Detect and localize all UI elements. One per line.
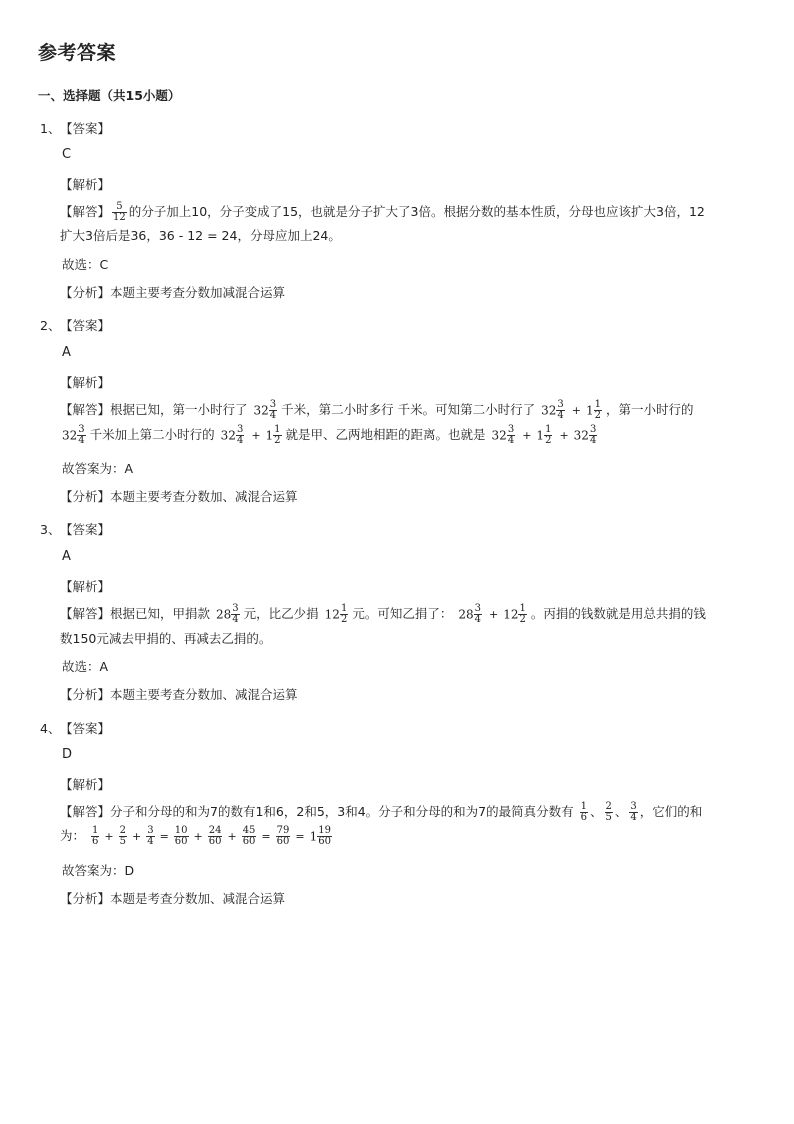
plus-sign: + [131,830,142,843]
fenxi-text: 本题是考查分数加、减混合运算 [110,891,286,906]
solution-text: 千米，第二小时多行 千米。可知第二小时行了 [281,402,536,417]
mixed-number: 28 $\frac{3}{4}$ [458,603,481,625]
fenxi-text: 本题主要考查分数加减混合运算 [110,285,286,300]
solution-text: 的分子加上10，分子变成了15，也就是分子扩大了3倍。根据分数的基本性质，分母也应该扩大3倍，12扩大3倍后是36，36 - 12 = 24，分母应加上24。 [60,204,705,243]
plus-sign: + [227,830,237,843]
conclusion: 故选：A [62,659,109,674]
conclusion: 故选：C [62,257,109,272]
solution-text: 元。可知乙捐了： [352,606,453,621]
section-title: 一、选择题（共15小题） [38,88,181,103]
fenxi [60,487,298,505]
solution-text: 就是甲、乙两地相距的距离。也就是 [285,427,486,442]
question-number: 4、 [40,721,61,736]
plus-sign: + [522,429,532,442]
page-title: 参考答案 [38,42,117,64]
fenxi [60,685,298,703]
analysis-heading: 【解析】 [60,177,111,192]
solution-tag: 【解答】 [60,606,111,621]
solution-paragraph [60,398,715,448]
fraction: $\frac{79}{60}$ [276,825,290,847]
dun-mark: 、 [590,804,603,819]
answer-choice: C [62,147,72,162]
plus-sign: + [104,830,114,843]
answer-tag: 【答案】 [60,121,111,136]
fraction: $\frac{45}{60}$ [242,825,256,847]
solution-text: ，第一小时行的 [606,402,694,417]
fraction: $\frac{2}{5}$ [119,825,126,847]
solution-tag: 【解答】 [60,804,111,819]
solution-text: 分子和分母的和为7的数有1和6，2和5，3和4。分子和分母的和为7的最简真分数有 [110,804,574,819]
answer-tag: 【答案】 [60,721,111,736]
answer-choice: D [62,747,73,762]
question-number: 2、 [40,318,61,333]
plus-sign: + [251,429,261,442]
solution-tag: 【解答】 [60,204,111,219]
fraction: $\frac{1}{6}$ [580,801,587,823]
answer-tag: 【答案】 [60,522,111,537]
mixed-number: 1 $\frac{1}{2}$ [265,424,281,446]
solution-text: 千米加上第二小时行的 [89,427,215,442]
fenxi-text: 本题主要考查分数加、减混合运算 [110,687,298,702]
mixed-number: 12 $\frac{1}{2}$ [503,603,526,625]
mixed-number: 28 $\frac{3}{4}$ [216,603,239,625]
fraction: $\frac{3}{4}$ [630,801,637,823]
fenxi-tag: 【分析】 [60,489,111,504]
solution-text: 。丙捐的钱数就是用总共捐的钱数150元减去甲捐的、再减去乙捐的。 [60,606,706,646]
solution-text: 元，比乙少捐 [243,606,319,621]
question-number: 1、 [40,121,61,136]
mixed-number: 32 $\frac{3}{4}$ [62,424,85,446]
fenxi [60,889,285,907]
conclusion: 故答案为：D [62,863,135,878]
solution-text: ，它们的和为： [60,804,703,843]
solution-paragraph [60,602,715,651]
equals-sign: = [261,830,271,843]
analysis-heading: 【解析】 [60,777,111,792]
equals-sign: = [159,830,169,843]
solution-paragraph [60,800,715,849]
solution-tag: 【解答】 [60,402,111,417]
analysis-heading: 【解析】 [60,579,111,594]
fenxi-text: 本题主要考查分数加、减混合运算 [110,489,298,504]
mixed-number: 32 $\frac{3}{4}$ [491,424,515,446]
mixed-number: 1 $\frac{1}{2}$ [536,424,552,446]
mixed-number: 1 $\frac{19}{60}$ [309,825,331,847]
answer-choice: A [62,549,71,564]
fenxi-tag: 【分析】 [60,687,111,702]
fraction: $\frac{24}{60}$ [208,825,222,847]
solution-text: 根据已知，甲捐款 [110,606,211,621]
fraction: $\frac{2}{5}$ [605,801,612,823]
analysis-heading: 【解析】 [60,375,111,390]
fenxi [60,283,285,301]
fraction: $\frac{5}{12}$ [113,201,126,223]
conclusion: 故答案为：A [62,461,134,476]
answer-choice: A [62,345,71,360]
mixed-number: 32 $\frac{3}{4}$ [220,424,244,446]
mixed-number: 32 $\frac{3}{4}$ [253,399,277,421]
fenxi-tag: 【分析】 [60,285,111,300]
fraction: $\frac{10}{60}$ [174,825,188,847]
mixed-number: 12 $\frac{1}{2}$ [324,603,348,625]
mixed-number: 32 $\frac{3}{4}$ [541,399,564,421]
equals-sign: = [295,830,305,843]
fraction: $\frac{1}{6}$ [92,825,99,847]
plus-sign: + [488,608,499,621]
mixed-number: 32 $\frac{3}{4}$ [573,424,597,446]
solution-paragraph [60,200,715,248]
solution-text: 根据已知，第一小时行了 [110,402,248,417]
question-number: 3、 [40,522,61,537]
plus-sign: + [571,404,582,417]
plus-sign: + [193,830,203,843]
answer-tag: 【答案】 [60,318,111,333]
mixed-number: 1 $\frac{1}{2}$ [586,399,602,421]
dun-mark: 、 [614,804,628,819]
fraction: $\frac{3}{4}$ [147,825,154,847]
plus-sign: + [559,429,569,442]
fenxi-tag: 【分析】 [60,891,111,906]
